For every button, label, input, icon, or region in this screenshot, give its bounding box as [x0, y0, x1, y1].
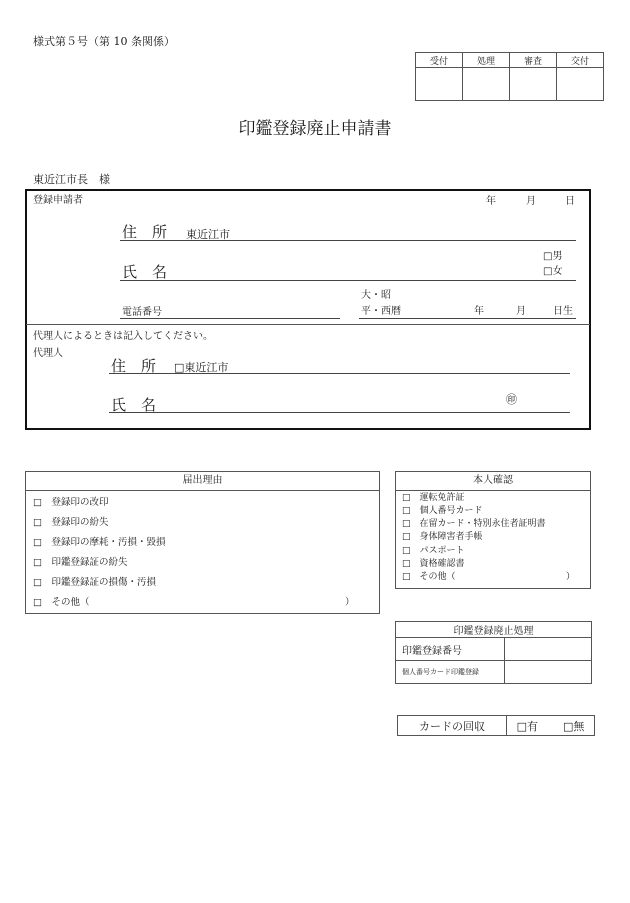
identity-item[interactable]: □ 身体障害者手帳	[402, 532, 483, 542]
identity-other-close: ）	[566, 572, 576, 582]
addressee: 東近江市長 様	[33, 173, 110, 186]
processing-header: 印鑑登録廃止処理	[396, 622, 592, 638]
identity-item[interactable]: □ パスポート	[402, 546, 465, 556]
reason-item[interactable]: □ 登録印の紛失	[33, 517, 109, 528]
phone-label: 電話番号	[122, 307, 162, 318]
reason-item[interactable]: □ 印鑑登録証の損傷・汚損	[33, 577, 156, 588]
applicant-address-field[interactable]	[120, 223, 576, 241]
era-label-2: 平・西暦	[361, 306, 401, 317]
agent-section-label: 代理人	[33, 348, 63, 359]
applicant-section-label: 登録申請者	[33, 195, 83, 206]
birth-year-label: 年	[474, 306, 484, 317]
processing-table	[395, 621, 592, 684]
date-month-label: 月	[526, 196, 536, 207]
era-label-1: 大・昭	[361, 290, 391, 301]
office-use-table	[415, 52, 604, 101]
identity-item[interactable]: □ 運転免許証	[402, 493, 465, 503]
date-year-label: 年	[486, 196, 496, 207]
reason-item[interactable]: □ 登録印の摩耗・汚損・毀損	[33, 537, 166, 548]
sex-male-checkbox[interactable]: □男	[543, 251, 563, 262]
identity-item-other[interactable]: □ その他（	[402, 572, 456, 582]
card-return-label: カードの回収	[398, 716, 507, 736]
agent-name-label: 氏 名	[111, 396, 157, 414]
form-title: 印鑑登録廃止申請書	[238, 119, 392, 139]
reason-item-other[interactable]: □ その他（	[33, 597, 90, 608]
identity-header: 本人確認	[473, 475, 513, 486]
agent-address-value: □東近江市	[174, 361, 229, 374]
seal-mark: ㊞	[506, 393, 517, 406]
office-use-cell: 審査	[510, 53, 557, 68]
card-return-table	[397, 715, 595, 736]
mynumber-card-registration-label: 個人番号カード印鑑登録	[396, 661, 505, 684]
applicant-name-field[interactable]	[120, 263, 576, 281]
phone-field[interactable]	[120, 306, 340, 319]
identity-item[interactable]: □ 個人番号カード	[402, 506, 483, 516]
applicant-name-label: 氏 名	[122, 263, 168, 281]
office-use-cell: 処理	[463, 53, 510, 68]
mynumber-card-registration-field[interactable]	[505, 661, 592, 684]
sex-female-checkbox[interactable]: □女	[543, 266, 563, 277]
birth-day-label: 日生	[553, 306, 573, 317]
card-return-yes-checkbox[interactable]: □有	[516, 719, 538, 733]
registration-number-field[interactable]	[505, 638, 592, 661]
office-use-stamp-field[interactable]	[557, 68, 604, 101]
agent-address-label: 住 所	[111, 357, 157, 375]
agent-note: 代理人によるときは記入してください。	[33, 331, 213, 342]
reason-item[interactable]: □ 印鑑登録証の紛失	[33, 557, 128, 568]
identity-item[interactable]: □ 資格確認書	[402, 559, 465, 569]
office-use-cell: 交付	[557, 53, 604, 68]
date-day-label: 日	[565, 196, 575, 207]
reason-item[interactable]: □ 登録印の改印	[33, 497, 109, 508]
reason-other-close: ）	[345, 597, 355, 608]
office-use-stamp-field[interactable]	[463, 68, 510, 101]
card-return-no-checkbox[interactable]: □無	[563, 719, 585, 733]
office-use-cell: 受付	[416, 53, 463, 68]
reason-header: 届出理由	[182, 475, 223, 486]
registration-number-label: 印鑑登録番号	[396, 638, 505, 661]
form-number: 様式第５号（第 10 条関係）	[33, 35, 175, 48]
agent-name-field[interactable]	[109, 396, 570, 414]
applicant-address-value: 東近江市	[186, 228, 230, 241]
office-use-stamp-field[interactable]	[416, 68, 463, 101]
office-use-stamp-field[interactable]	[510, 68, 557, 101]
agent-address-field[interactable]	[109, 357, 570, 375]
birthdate-field[interactable]	[359, 306, 576, 319]
identity-item[interactable]: □ 在留カード・特別永住者証明書	[402, 519, 546, 529]
birth-month-label: 月	[516, 306, 526, 317]
reason-header-divider	[26, 490, 379, 491]
section-divider	[26, 324, 590, 325]
applicant-address-label: 住 所	[122, 223, 168, 241]
identity-header-divider	[396, 490, 590, 491]
